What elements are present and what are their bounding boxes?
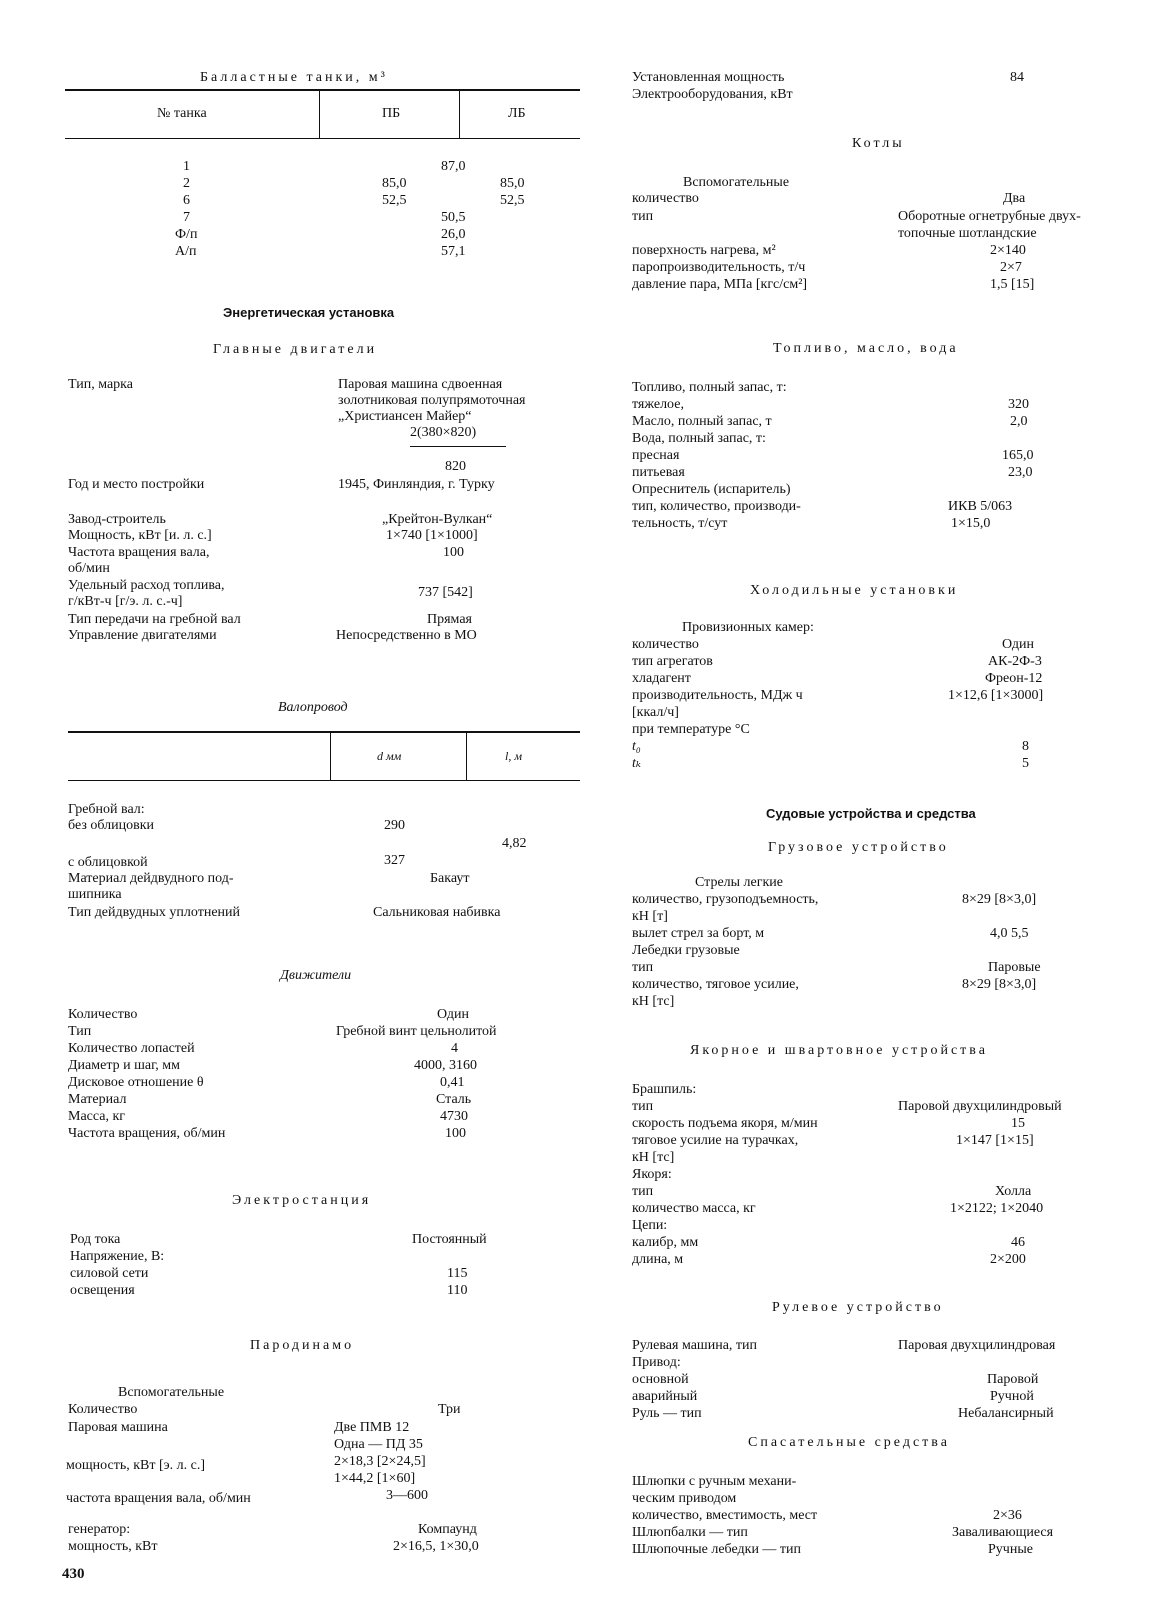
subsection-title: Котлы — [852, 136, 905, 151]
row-label: Количество — [68, 1402, 138, 1417]
table-cell: 85,0 — [382, 176, 407, 191]
row-value: Постоянный — [412, 1232, 487, 1247]
row-label: кН [т] — [632, 909, 668, 924]
row-label: Топливо, полный запас, т: — [632, 380, 787, 395]
row-value: Небалансирный — [958, 1406, 1054, 1421]
row-label: количество, вместимость, мест — [632, 1508, 818, 1523]
row-value: Один — [437, 1007, 470, 1022]
row-label: Тип дейдвудных уплотнений — [68, 905, 241, 920]
row-label: количество масса, кг — [632, 1201, 756, 1216]
subsection-title: Якорное и швартовное устройства — [690, 1043, 988, 1058]
row-label: хладагент — [632, 671, 691, 686]
table-cell: 52,5 — [382, 193, 407, 208]
row-value: ИКВ 5/063 — [948, 499, 1013, 514]
row-value: Оборотные огнетрубные двух- — [898, 209, 1081, 224]
subsection-title: Электростанция — [232, 1193, 372, 1208]
row-value: Непосредственно в МО — [336, 628, 477, 643]
subsection-title: Холодильные установки — [750, 583, 959, 598]
row-value: 2×140 — [990, 243, 1026, 258]
row-label: вылет стрел за борт, м — [632, 926, 765, 941]
row-value: 46 — [1011, 1235, 1025, 1250]
row-value: 1×12,6 [1×3000] — [948, 688, 1044, 703]
table-cell: Ф/п — [175, 227, 198, 242]
table-cell: 85,0 — [500, 176, 525, 191]
row-label: Лебедки грузовые — [632, 943, 740, 958]
row-value: 23,0 — [1008, 465, 1033, 480]
col-header-lb: ЛБ — [508, 106, 526, 121]
row-value: 5 — [1022, 756, 1029, 771]
table-divider — [319, 90, 320, 138]
row-label: Масса, кг — [68, 1109, 126, 1124]
subsection-title: Рулевое устройство — [772, 1300, 944, 1315]
row-value: 4730 — [440, 1109, 468, 1124]
row-label: тип — [632, 209, 654, 224]
row-value: 1×740 [1×1000] — [386, 528, 478, 543]
row-value: 737 [542] — [418, 585, 473, 600]
row-label: Напряжение, В: — [70, 1249, 165, 1264]
row-value: „Крейтон-Вулкан“ — [382, 512, 493, 527]
row-label: Год и место постройки — [68, 477, 205, 492]
row-label: Завод-строитель — [68, 512, 166, 527]
table-rule — [68, 780, 580, 781]
row-label: Руль — тип — [632, 1406, 702, 1421]
row-label: калибр, мм — [632, 1235, 699, 1250]
subsection-sub: Вспомогательные — [683, 175, 790, 190]
row-label: кН [тс] — [632, 1150, 675, 1165]
row-label: тип — [632, 1184, 654, 1199]
row-value: Бакаут — [430, 871, 470, 886]
row-label: генератор: — [68, 1522, 131, 1537]
row-value: топочные шотландские — [898, 226, 1037, 241]
row-label: тельность, т/сут — [632, 516, 728, 531]
row-value: 84 — [1010, 70, 1024, 85]
row-value: Сталь — [436, 1092, 472, 1107]
row-label: производительность, МДж ч — [632, 688, 803, 703]
row-label: Электрооборудования, кВт — [632, 87, 793, 102]
row-value: 115 — [447, 1266, 468, 1281]
subsection-title: Спасательные средства — [748, 1435, 950, 1450]
row-label: об/мин — [68, 561, 110, 576]
row-label: мощность, кВт [э. л. с.] — [66, 1458, 205, 1473]
row-value: АК-2Ф-3 — [988, 654, 1042, 669]
row-value: 4,82 — [502, 836, 527, 851]
row-label: количество — [632, 191, 699, 206]
row-label: Управление двигателями — [68, 628, 217, 643]
row-label: г/кВт-ч [г/э. л. с.-ч] — [68, 594, 183, 609]
row-value: 1,5 [15] — [990, 277, 1035, 292]
table-divider — [466, 732, 467, 780]
row-label: основной — [632, 1372, 689, 1387]
row-label: тип, количество, производи- — [632, 499, 801, 514]
row-value: Паровая машина сдвоенная — [338, 377, 503, 392]
row-label: Частота вращения, об/мин — [68, 1126, 226, 1141]
row-label: тип — [632, 960, 654, 975]
row-value: 0,41 — [440, 1075, 465, 1090]
row-value: 2×36 — [993, 1508, 1022, 1523]
ballast-table-title: Балластные танки, м³ — [200, 70, 388, 85]
row-label: Материал дейдвудного под- — [68, 871, 234, 886]
row-label: Вода, полный запас, т: — [632, 431, 766, 446]
col-header-tank: № танка — [157, 106, 207, 121]
row-value: 320 — [1008, 397, 1029, 412]
row-label: давление пара, МПа [кгс/см²] — [632, 277, 808, 292]
row-label: паропроизводительность, т/ч — [632, 260, 806, 275]
row-label: Диаметр и шаг, мм — [68, 1058, 180, 1073]
row-value: Гребной винт цельнолитой — [336, 1024, 497, 1039]
row-label: мощность, кВт — [68, 1539, 158, 1554]
page-number: 430 — [62, 1566, 85, 1582]
row-value: 100 — [443, 545, 464, 560]
subsection-title: Пародинамо — [250, 1338, 355, 1353]
row-label: Цепи: — [632, 1218, 668, 1233]
row-value: Ручные — [988, 1542, 1033, 1557]
row-label: t₀ — [632, 739, 641, 754]
table-cell: 6 — [183, 193, 190, 208]
row-label: Якоря: — [632, 1167, 672, 1182]
row-label: с облицовкой — [68, 855, 148, 870]
row-label: Род тока — [70, 1232, 121, 1247]
table-cell: 26,0 — [441, 227, 466, 242]
row-value: Компаунд — [418, 1522, 477, 1537]
row-label: Шлюпки с ручным механи- — [632, 1474, 797, 1489]
col-header-l: l, м — [505, 749, 522, 763]
row-value: Две ПМВ 12 — [334, 1420, 410, 1435]
table-rule — [68, 731, 580, 733]
row-value: 8×29 [8×3,0] — [962, 892, 1037, 907]
row-label: Паровая машина — [68, 1420, 168, 1435]
row-value: 2×18,3 [2×24,5] — [334, 1454, 426, 1469]
row-label: питьевая — [632, 465, 685, 480]
row-value: 15 — [1011, 1116, 1025, 1131]
row-value: 100 — [445, 1126, 466, 1141]
row-value: „Христиансен Майер“ — [338, 409, 472, 424]
row-label: Тип — [68, 1024, 92, 1039]
subsection-title: Движители — [280, 968, 352, 983]
table-divider — [459, 90, 460, 138]
section-heading: Судовые устройства и средства — [766, 806, 976, 821]
row-value: 2,0 — [1010, 414, 1028, 429]
row-label: Гребной вал: — [68, 802, 145, 817]
section-heading: Энергетическая установка — [223, 305, 395, 320]
row-label: tₖ — [632, 756, 641, 771]
row-value: Холла — [995, 1184, 1032, 1199]
row-label: тяговое усилие на турачках, — [632, 1133, 799, 1148]
table-cell: А/п — [175, 244, 197, 259]
row-label: Шлюпочные лебедки — тип — [632, 1542, 802, 1557]
row-label: аварийный — [632, 1389, 698, 1404]
row-label: Шлюпбалки — тип — [632, 1525, 748, 1540]
row-value: Паровой — [987, 1372, 1039, 1387]
row-label: частота вращения вала, об/мин — [66, 1491, 251, 1506]
row-value: Паровой двухцилиндровый — [898, 1099, 1062, 1114]
row-value: Три — [438, 1402, 461, 1417]
row-value: 1945, Финляндия, г. Турку — [338, 477, 495, 492]
row-label: тип агрегатов — [632, 654, 713, 669]
table-rule — [65, 89, 580, 91]
row-label: Материал — [68, 1092, 127, 1107]
table-cell: 87,0 — [441, 159, 466, 174]
row-label: длина, м — [632, 1252, 684, 1267]
row-value: 2×200 — [990, 1252, 1026, 1267]
table-divider — [330, 732, 331, 780]
row-label: освещения — [70, 1283, 135, 1298]
row-value: Заваливающиеся — [952, 1525, 1054, 1540]
row-label: Мощность, кВт [и. л. с.] — [68, 528, 212, 543]
subsection-title: Валопровод — [278, 700, 348, 715]
row-label: без облицовки — [68, 818, 155, 833]
row-value: золотниковая полупрямоточная — [338, 393, 526, 408]
row-label: скорость подъема якоря, м/мин — [632, 1116, 818, 1131]
table-cell: 50,5 — [441, 210, 466, 225]
row-label: Количество — [68, 1007, 138, 1022]
fraction-bar — [410, 446, 506, 447]
row-label: шипника — [68, 887, 122, 902]
row-value: Паровая двухцилиндровая — [898, 1338, 1056, 1353]
subsection-sub: Вспомогательные — [118, 1385, 225, 1400]
subsection-sub: Стрелы легкие — [695, 875, 783, 890]
row-value: Фреон-12 — [985, 671, 1043, 686]
row-value: Одна — ПД 35 — [334, 1437, 423, 1452]
row-value: Прямая — [427, 612, 472, 627]
row-value: 1×44,2 [1×60] — [334, 1471, 416, 1486]
row-label: [ккал/ч] — [632, 705, 679, 720]
col-header-d: d мм — [377, 749, 402, 763]
subsection-sub: Провизионных камер: — [682, 620, 814, 635]
row-label: Брашпиль: — [632, 1082, 697, 1097]
row-label: пресная — [632, 448, 680, 463]
row-label: Удельный расход топлива, — [68, 578, 225, 593]
subsection-title: Грузовое устройство — [768, 840, 949, 855]
table-cell: 1 — [183, 159, 190, 174]
table-cell: 57,1 — [441, 244, 466, 259]
row-label: Дисковое отношение θ — [68, 1075, 204, 1090]
row-label: Тип, марка — [68, 377, 133, 392]
row-value: 327 — [384, 853, 405, 868]
row-value: 165,0 — [1002, 448, 1034, 463]
row-label: Привод: — [632, 1355, 681, 1370]
table-cell: 52,5 — [500, 193, 525, 208]
row-value: 2×16,5, 1×30,0 — [393, 1539, 479, 1554]
row-label: кН [тс] — [632, 994, 675, 1009]
row-label: Установленная мощность — [632, 70, 785, 85]
row-label: Масло, полный запас, т — [632, 414, 772, 429]
row-label: силовой сети — [70, 1266, 149, 1281]
table-cell: 2 — [183, 176, 190, 191]
row-value: Один — [1002, 637, 1035, 652]
table-cell: 7 — [183, 210, 190, 225]
row-value: 110 — [447, 1283, 468, 1298]
row-value: 8 — [1022, 739, 1029, 754]
table-rule — [65, 138, 580, 139]
row-value: 1×15,0 — [951, 516, 991, 531]
col-header-pb: ПБ — [382, 106, 401, 121]
row-label: Тип передачи на гребной вал — [68, 612, 241, 627]
row-label: количество — [632, 637, 699, 652]
row-value: 290 — [384, 818, 405, 833]
row-label: Частота вращения вала, — [68, 545, 210, 560]
row-value: 3—600 — [386, 1488, 428, 1503]
row-value: 4,0 5,5 — [990, 926, 1029, 941]
row-value: Сальниковая набивка — [373, 905, 501, 920]
subsection-title: Топливо, масло, вода — [773, 341, 959, 356]
row-label: поверхность нагрева, м² — [632, 243, 776, 258]
row-value: 8×29 [8×3,0] — [962, 977, 1037, 992]
row-value: 1×147 [1×15] — [956, 1133, 1034, 1148]
row-label: количество, тяговое усилие, — [632, 977, 799, 992]
row-value: Паровые — [988, 960, 1041, 975]
row-label: Опреснитель (испаритель) — [632, 482, 791, 497]
row-label: Рулевая машина, тип — [632, 1338, 758, 1353]
row-value: 1×2122; 1×2040 — [950, 1201, 1044, 1216]
fraction-denominator: 820 — [445, 459, 466, 474]
row-value: 4000, 3160 — [414, 1058, 477, 1073]
row-label: при температуре °С — [632, 722, 750, 737]
row-value: Ручной — [990, 1389, 1034, 1404]
row-label: количество, грузоподъемность, — [632, 892, 819, 907]
row-value: Два — [1003, 191, 1026, 206]
row-value: 4 — [451, 1041, 458, 1056]
subsection-title: Главные двигатели — [213, 342, 378, 357]
row-value: 2×7 — [1000, 260, 1022, 275]
fraction-numerator: 2(380×820) — [410, 425, 477, 440]
row-label: ческим приводом — [632, 1491, 737, 1506]
row-label: тип — [632, 1099, 654, 1114]
row-label: Количество лопастей — [68, 1041, 195, 1056]
row-label: тяжелое, — [632, 397, 684, 412]
